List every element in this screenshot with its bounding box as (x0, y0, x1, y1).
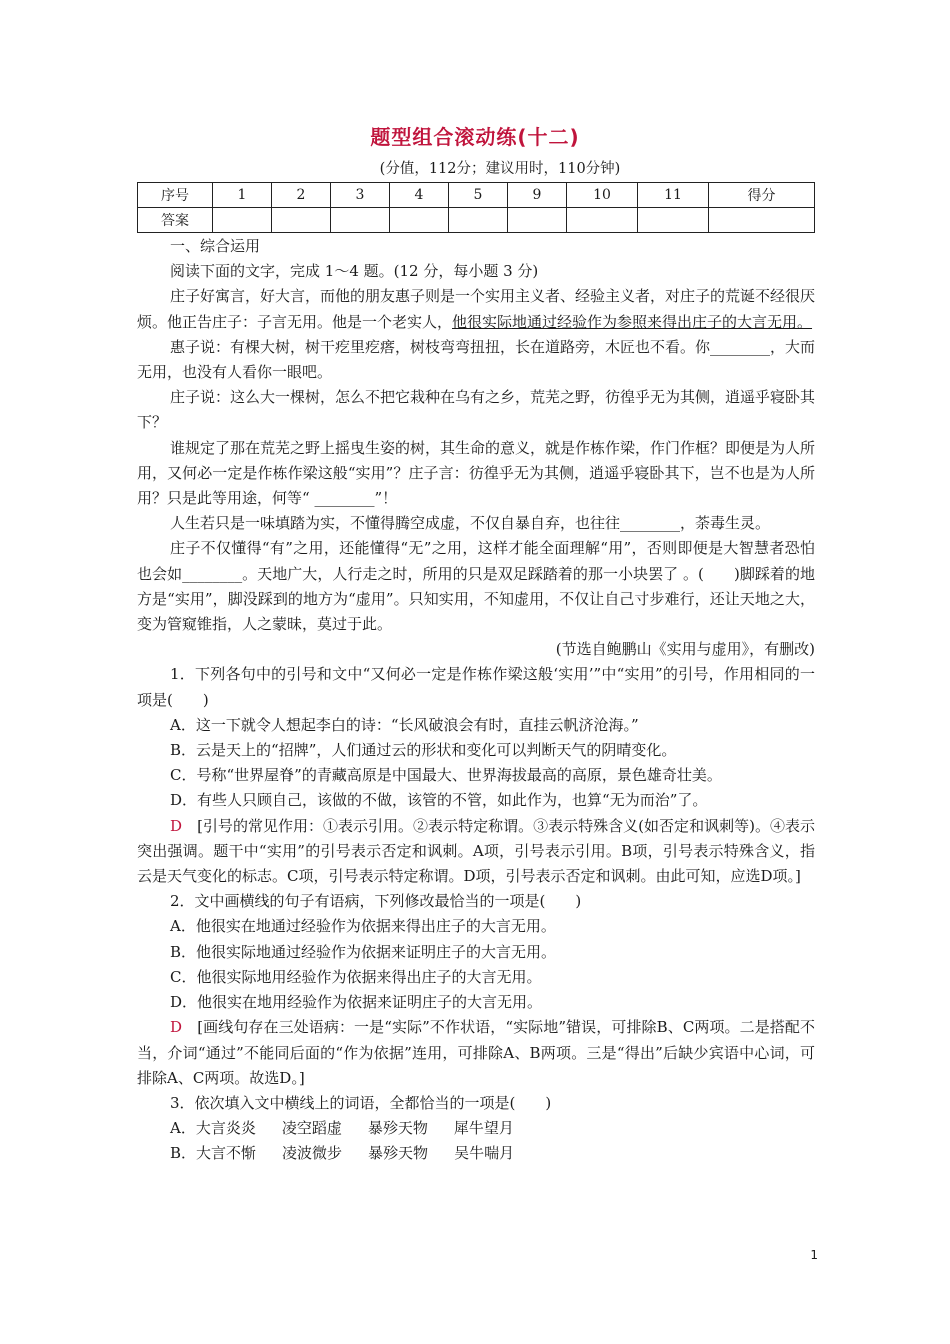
table-header-cell: 2 (272, 183, 331, 208)
table-header-cell: 3 (331, 183, 390, 208)
option-term: 吴牛喘月 (454, 1144, 515, 1163)
question-2-option-d: D．他很实在地用经验作为依据来证明庄子的大言无用。 (170, 993, 543, 1012)
table-header-cell: 4 (390, 183, 449, 208)
page-subtitle: (分值，112分；建议用时，110分钟) (379, 161, 621, 177)
passage-paragraph: 庄子不仅懂得“有”之用，还能懂得“无”之用，这样才能全面理解“用”，否则即便是大智慧者恐怕也会如________。天地广大，人行走之时，所用的只是双足踩踏着的那一小块罢了 。( )脚踩着的地方是“实用”，脚没踩到的地方为“虚用”。只知实用，不知虚用，不仅让自己寸步难行，还让天地之大，变为管窥锥指，人之蒙昧，莫过于此。 (137, 539, 815, 634)
answer-cell (638, 208, 709, 233)
answer-cell (272, 208, 331, 233)
table-header-cell: 11 (638, 183, 709, 208)
question-1-option-d: D．有些人只顾自己，该做的不做，该管的不管，如此作为，也算“无为而治”了。 (170, 791, 708, 810)
answer-1 (137, 814, 815, 890)
answer-letter: D (170, 816, 183, 835)
passage-paragraph: 人生若只是一味填踏为实，不懂得腾空成虚，不仅自暴自弃，也往往________，荼毒生灵。 (170, 514, 771, 533)
answer-explanation: [画线句存在三处语病：一是“实际”不作状语，“实际地”错误，可排除B、C两项。二是搭配不当，介词“通过”不能同后面的“作为依据”连用，可排除A、B两项。三是“得出”后缺少宾语中心词，可排除A、C两项。故选D。] (137, 1018, 815, 1087)
answer-cell (508, 208, 567, 233)
answer-2 (137, 1015, 815, 1091)
page-number: 1 (810, 1248, 818, 1262)
answer-cell (709, 208, 815, 233)
table-row-label: 答案 (138, 208, 213, 233)
underlined-sentence: 他很实际地通过经验作为参照来得出庄子的大言无用。 (452, 312, 813, 331)
question-3-option-b (137, 1141, 815, 1166)
passage-text: 庄子好寓言，好大言，而他的朋友惠子则是一个实用主义者、经验主义者，对庄子的荒诞不经很厌烦。他正告庄子：子言无用。他是一个老实人， (137, 287, 816, 331)
option-term: 凌波微步 (282, 1144, 343, 1163)
question-1-option-c: C．号称“世界屋脊”的青藏高原是中国最大、世界海拔最高的高原，景色雄奇壮美。 (170, 766, 722, 785)
document-body (137, 234, 815, 1167)
answer-table-header-row (138, 183, 815, 208)
question-3-option-a (137, 1116, 815, 1141)
table-header-cell: 10 (567, 183, 638, 208)
question-2: 2．文中画横线的句子有语病，下列修改最恰当的一项是( ) (170, 892, 582, 911)
table-header-cell: 5 (449, 183, 508, 208)
option-term: B．大言不惭 (170, 1144, 257, 1163)
answer-cell (567, 208, 638, 233)
option-term: 暴殄天物 (368, 1144, 429, 1163)
answer-cell (390, 208, 449, 233)
passage-paragraph: 庄子说：这么大一棵树，怎么不把它栽种在乌有之乡，荒芜之野，彷徨乎无为其侧，逍遥乎寝卧其下？ (137, 388, 816, 432)
question-1: 1．下列各句中的引号和文中“又何必一定是作栋作梁这般‘实用’”中“实用”的引号，作用相同的一项是( ) (137, 665, 815, 709)
question-1-option-a: A．这一下就令人想起李白的诗：“长风破浪会有时，直挂云帆济沧海。” (170, 715, 639, 734)
reading-instruction: 阅读下面的文字，完成 1～4 题。(12 分，每小题 3 分) (170, 262, 539, 281)
question-2-option-c: C．他很实际地用经验作为依据来得出庄子的大言无用。 (170, 967, 542, 986)
answer-table-row (138, 208, 815, 233)
table-header-cell: 9 (508, 183, 567, 208)
answer-letter: D (170, 1018, 183, 1037)
option-term: 凌空蹈虚 (281, 1119, 342, 1138)
section-heading: 一、综合运用 (170, 237, 261, 255)
option-term: 暴殄天物 (367, 1119, 428, 1138)
passage-paragraph: 惠子说：有棵大树，树干疙里疙瘩，树枝弯弯扭扭，长在道路旁，木匠也不看。你________，大而无用，也没有人看你一眼吧。 (137, 337, 816, 382)
question-2-option-a: A．他很实在地通过经验作为依据来得出庄子的大言无用。 (170, 917, 556, 936)
question-1-option-b: B．云是天上的“招牌”，人们通过云的形状和变化可以判断天气的阴晴变化。 (170, 741, 677, 760)
option-term: A．大言炎炎 (170, 1119, 256, 1138)
page-title: 题型组合滚动练(十二) (370, 125, 580, 149)
table-header-cell: 序号 (138, 183, 213, 208)
answer-explanation: [引号的常见作用：①表示引用。②表示特定称谓。③表示特殊含义(如否定和讽刺等)。④表示突出强调。题干中“实用”的引号表示否定和讽刺。A项，引号表示引用。B项，引号表示特殊含义，指云是天气变化的标志。C项，引号表示特定称谓。D项，引号表示否定和讽刺。由此可知，应选D项。] (137, 816, 815, 886)
question-2-option-b: B．他很实际地通过经验作为依据来证明庄子的大言无用。 (170, 942, 557, 961)
answer-cell (213, 208, 272, 233)
question-3: 3．依次填入文中横线上的词语，全都恰当的一项是( ) (170, 1093, 552, 1112)
passage-paragraph (137, 284, 815, 334)
passage-source: (节选自鲍鹏山《实用与虚用》，有删改) (555, 640, 815, 659)
option-term: 犀牛望月 (453, 1119, 514, 1138)
table-header-cell: 得分 (709, 183, 815, 208)
answer-cell (449, 208, 508, 233)
answer-cell (331, 208, 390, 233)
answer-table (137, 182, 815, 233)
table-header-cell: 1 (213, 183, 272, 208)
passage-paragraph: 谁规定了那在荒芜之野上摇曳生姿的树，其生命的意义，就是作栋作梁，作门作框？即便是为人所用，又何必一定是作栋作梁这般“实用”？庄子言：彷徨乎无为其侧，逍遥乎寝卧其下，岂不也是为人所用？只是此等用途，何等“ ________”！ (137, 438, 816, 508)
